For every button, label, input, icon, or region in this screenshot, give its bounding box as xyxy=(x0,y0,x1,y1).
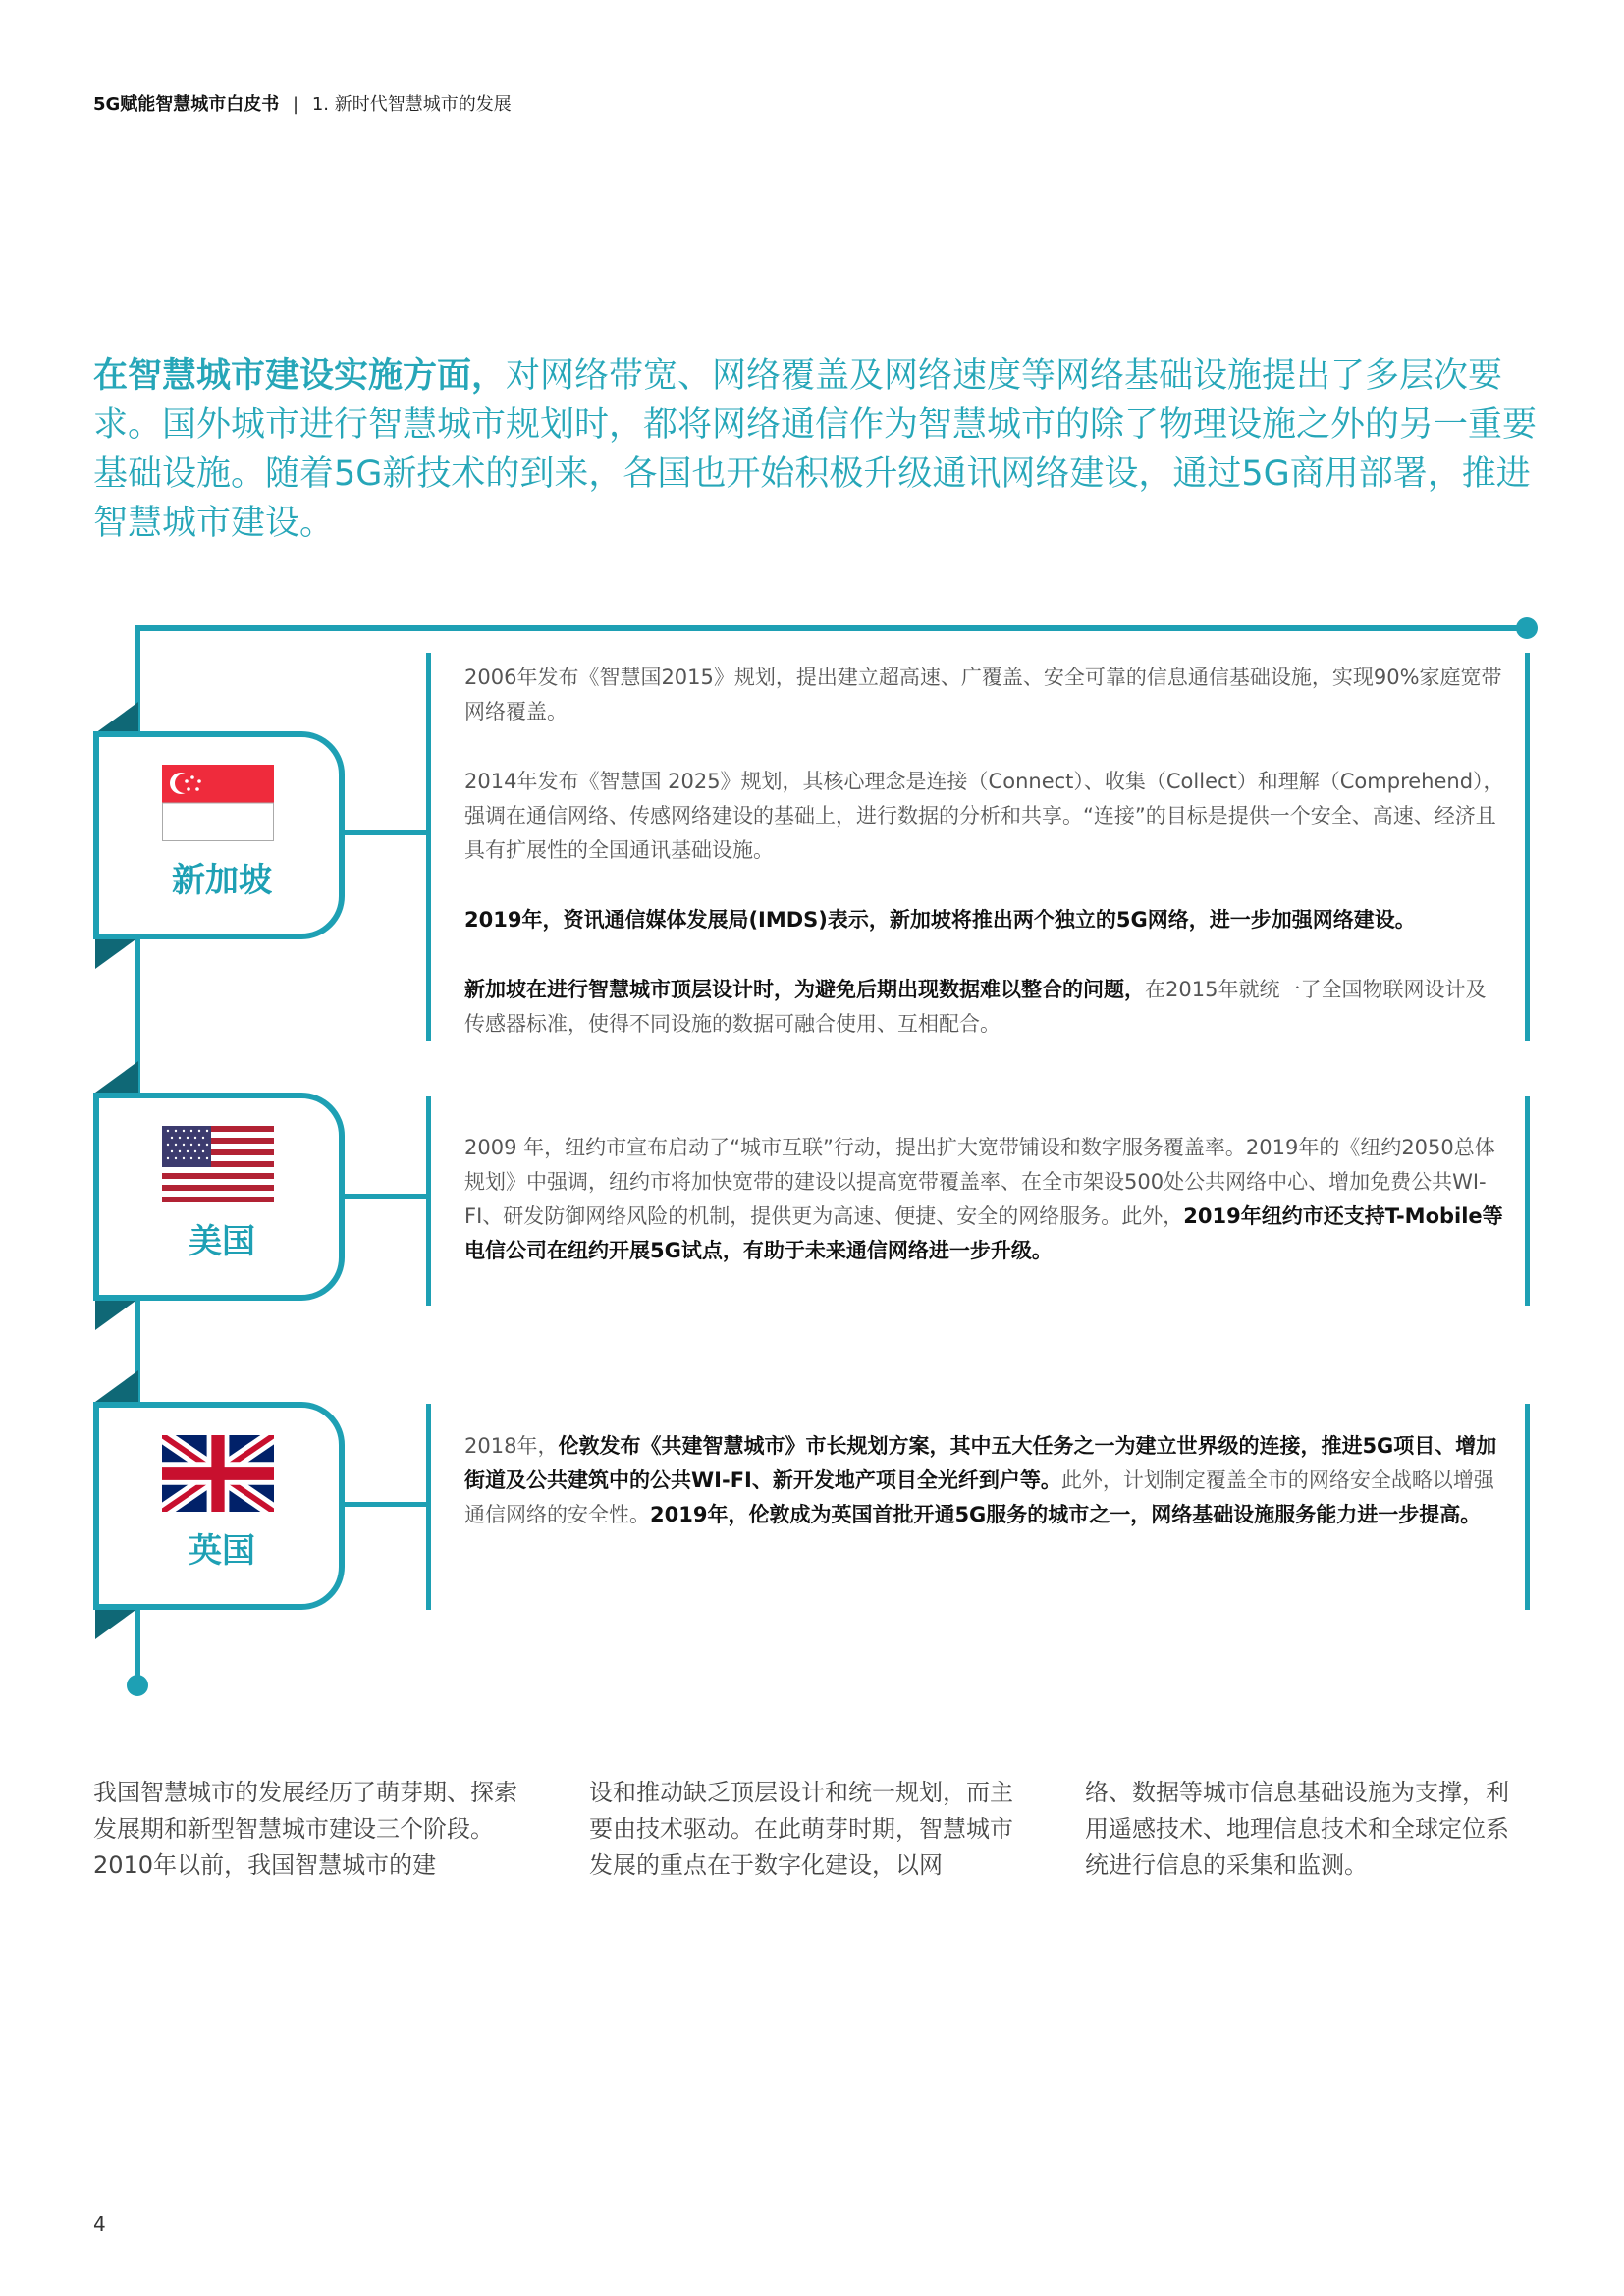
connector-line xyxy=(339,1194,429,1199)
body-text-columns xyxy=(93,1775,1527,1884)
bold-text: 伦敦发布《共建智慧城市》市长规划方案，其中五大任务之一为建立世界级的连接，推进5G项目、增加街道及公共建筑中的公共WI-FI、新开发地产项目全光纤到户等。 xyxy=(464,1434,1497,1492)
paragraph: 2006年发布《智慧国2015》规划，提出建立超高速、广覆盖、安全可靠的信息通信基础设施，实现90%家庭宽带网络覆盖。 xyxy=(464,666,1502,723)
country-card-singapore xyxy=(93,731,345,939)
country-card-uk xyxy=(93,1402,345,1610)
column-2: 设和推动缺乏顶层设计和统一规划，而主要由技术驱动。在此萌芽时期，智慧城市发展的重点在于数字化建设，以网 xyxy=(589,1779,1013,1879)
running-header xyxy=(93,90,512,116)
normal-text: 2018年， xyxy=(464,1434,559,1458)
column-1: 我国智慧城市的发展经历了萌芽期、探索发展期和新型智慧城市建设三个阶段。2010年以前，我国智慧城市的建 xyxy=(93,1779,517,1879)
uk-text-panel xyxy=(464,1429,1505,1568)
normal-text: 此外，计划制定覆盖全市的网络安全战略以增强通信网络的安全性。 xyxy=(464,1468,1494,1526)
panel-left-rule xyxy=(426,653,431,1041)
country-card-usa xyxy=(93,1093,345,1301)
paragraph xyxy=(464,1429,1505,1532)
connector-line xyxy=(339,1502,429,1507)
panel-right-rule xyxy=(1525,653,1530,1041)
bold-text: 2019年纽约市还支持T-Mobile等电信公司在纽约开展5G试点，有助于未来通信网络进一步升级。 xyxy=(464,1204,1503,1262)
paragraph xyxy=(464,903,1505,937)
paragraph: 2014年发布《智慧国 2025》规划，其核心理念是连接（Connect）、收集（Collect）和理解（Comprehend），强调在通信网络、传感网络建设的基础上，进行数据的分析和共享。“连接”的目标是提供一个安全、高速、经济且具有扩展性的全国通讯基础设施。 xyxy=(464,770,1504,862)
paragraph xyxy=(464,973,1505,1041)
normal-text: 2009 年，纽约市宣布启动了“城市互联”行动，提出扩大宽带铺设和数字服务覆盖率。2019年的《纽约2050总体规划》中强调，纽约市将加快宽带的建设以提高宽带覆盖率、在全市架设500处公共网络中心、增加免费公共WI-FI、研发防御网络风险的机制，提供更为高速、便捷、安全的网络服务。此外， xyxy=(464,1136,1495,1228)
uk-flag-icon xyxy=(162,1435,274,1512)
usa-flag-icon xyxy=(162,1126,274,1202)
page-number: 4 xyxy=(93,2213,106,2236)
timeline-end-dot xyxy=(1516,617,1538,639)
doc-title: 5G赋能智慧城市白皮书 xyxy=(93,94,280,115)
usa-text-panel xyxy=(464,1131,1505,1304)
timeline-start-dot xyxy=(127,1675,148,1696)
country-name: 新加坡 xyxy=(172,861,272,900)
fold-decoration xyxy=(95,1299,138,1330)
panel-right-rule xyxy=(1525,1404,1530,1610)
panel-left-rule xyxy=(426,1404,431,1610)
panel-right-rule xyxy=(1525,1096,1530,1306)
panel-left-rule xyxy=(426,1096,431,1306)
country-name: 美国 xyxy=(189,1222,255,1261)
paragraph xyxy=(464,1131,1505,1268)
bold-text: 新加坡在进行智慧城市顶层设计时，为避免后期出现数据难以整合的问题， xyxy=(464,978,1145,1001)
header-separator: | xyxy=(293,94,299,115)
section-title: 1. 新时代智慧城市的发展 xyxy=(311,94,512,115)
intro-bold: 在智慧城市建设实施方面， xyxy=(93,356,507,396)
intro-paragraph xyxy=(93,351,1546,548)
timeline-top-line xyxy=(135,625,1529,631)
bold-text: 2019年，资讯通信媒体发展局(IMDS)表示，新加坡将推出两个独立的5G网络，进一步加强网络建设。 xyxy=(464,908,1416,932)
singapore-text-panel xyxy=(464,661,1505,1077)
intro-text: 对网络带宽、网络覆盖及网络速度等网络基础设施提出了多层次要求。国外城市进行智慧城市规划时，都将网络通信作为智慧城市的除了物理设施之外的另一重要基础设施。随着5G新技术的到来，各国也开始积极升级通讯网络建设，通过5G商用部署，推进智慧城市建设。 xyxy=(93,356,1538,543)
country-name: 英国 xyxy=(189,1531,255,1571)
fold-decoration xyxy=(95,1061,138,1093)
column-3: 络、数据等城市信息基础设施为支撑，利用遥感技术、地理信息技术和全球定位系统进行信息的采集和监测。 xyxy=(1085,1779,1509,1879)
fold-decoration xyxy=(95,1608,138,1639)
fold-decoration xyxy=(95,702,138,733)
normal-text: 在2015年就统一了全国物联网设计及传感器标准，使得不同设施的数据可融合使用、互相配合。 xyxy=(464,978,1487,1036)
connector-line xyxy=(339,830,429,835)
fold-decoration xyxy=(95,937,138,969)
bold-text: 2019年，伦敦成为英国首批开通5G服务的城市之一，网络基础设施服务能力进一步提高。 xyxy=(650,1503,1482,1526)
singapore-flag-icon xyxy=(162,765,274,841)
fold-decoration xyxy=(95,1370,138,1402)
